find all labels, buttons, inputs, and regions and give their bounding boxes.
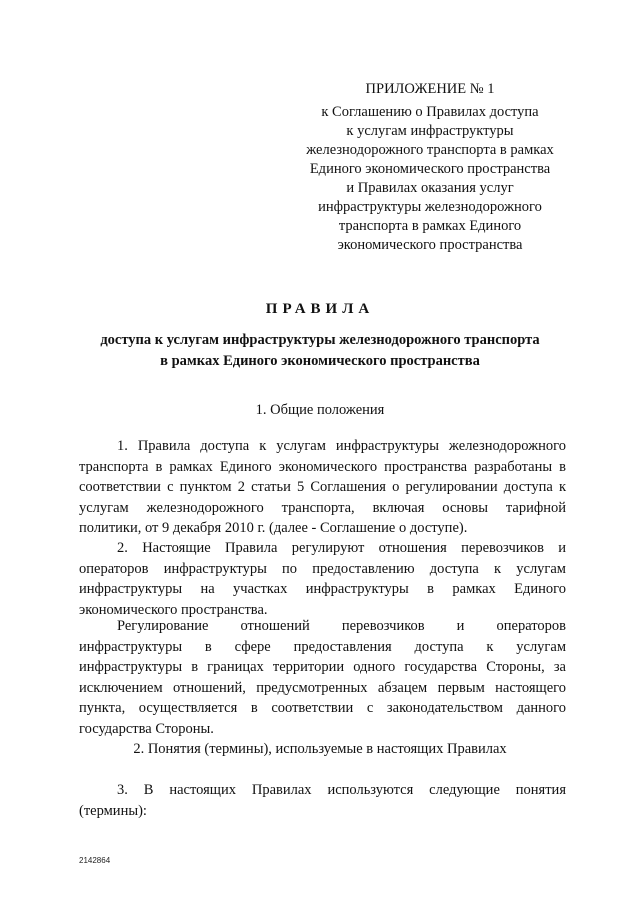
text-line: транспорта в рамках Единого экономического пространства разработаны в — [79, 458, 566, 475]
appendix-line: к услугам инфраструктуры — [346, 123, 514, 139]
appendix-line: экономического пространства — [337, 237, 523, 253]
appendix-line: транспорта в рамках Единого — [338, 218, 522, 234]
appendix-line: к Соглашению о Правилах доступа — [321, 104, 539, 120]
document-code: 2142864 — [79, 856, 111, 865]
text-line: 1. Правила доступа к услугам инфраструктуры железнодорожного — [117, 438, 566, 454]
appendix-line: и Правилах оказания услуг — [346, 180, 514, 196]
document-title: ПРАВИЛА — [265, 301, 375, 317]
text-line: государства Стороны. — [79, 720, 214, 737]
text-line: политики, от 9 декабря 2010 г. (далее - Соглашение о доступе). — [79, 520, 468, 536]
text-line: исключением отношений, предусмотренных абзацем первым настоящего — [79, 679, 566, 696]
subtitle-line: в рамках Единого экономического пространства — [160, 353, 480, 369]
section-heading-terms: 2. Понятия (термины), используемые в настоящих Правилах — [133, 741, 507, 757]
appendix-title: ПРИЛОЖЕНИЕ № 1 — [365, 81, 495, 97]
paragraph-2 — [79, 538, 566, 620]
text-line: соответствии с пунктом 2 статьи 5 Соглашения о регулировании доступа к — [79, 479, 566, 495]
document-subtitle — [0, 330, 640, 372]
appendix-line: железнодорожного транспорта в рамках — [306, 142, 554, 158]
paragraph-3 — [79, 616, 566, 739]
appendix-line: Единого экономического пространства — [309, 161, 551, 177]
appendix-block — [300, 80, 560, 255]
appendix-line: инфраструктуры железнодорожного — [318, 199, 542, 215]
text-line: Регулирование отношений перевозчиков и операторов — [117, 618, 566, 634]
text-line: операторов инфраструктуры по предоставлению доступа к услугам — [79, 560, 566, 577]
paragraph-1 — [79, 436, 566, 539]
text-line: (термины): — [79, 802, 147, 819]
text-line: услугам железнодорожного транспорта, включая основы тарифной — [79, 499, 566, 516]
text-line: 3. В настоящих Правилах используются следующие понятия — [117, 782, 566, 798]
section-heading-general: 1. Общие положения — [255, 402, 385, 418]
paragraph-4 — [79, 780, 566, 821]
text-line: экономического пространства. — [79, 601, 268, 618]
subtitle-line: доступа к услугам инфраструктуры железнодорожного транспорта — [100, 332, 540, 348]
text-line: инфраструктуры на участках инфраструктуры в рамках Единого — [79, 581, 566, 597]
text-line: пункта, осуществляется в соответствии с законодательством данного — [79, 700, 566, 716]
text-line: инфраструктуры в сфере предоставления доступа к услугам — [79, 638, 566, 655]
text-line: инфраструктуры в границах территории одного государства Стороны, за — [79, 659, 566, 675]
text-line: 2. Настоящие Правила регулируют отношения перевозчиков и — [117, 540, 566, 556]
